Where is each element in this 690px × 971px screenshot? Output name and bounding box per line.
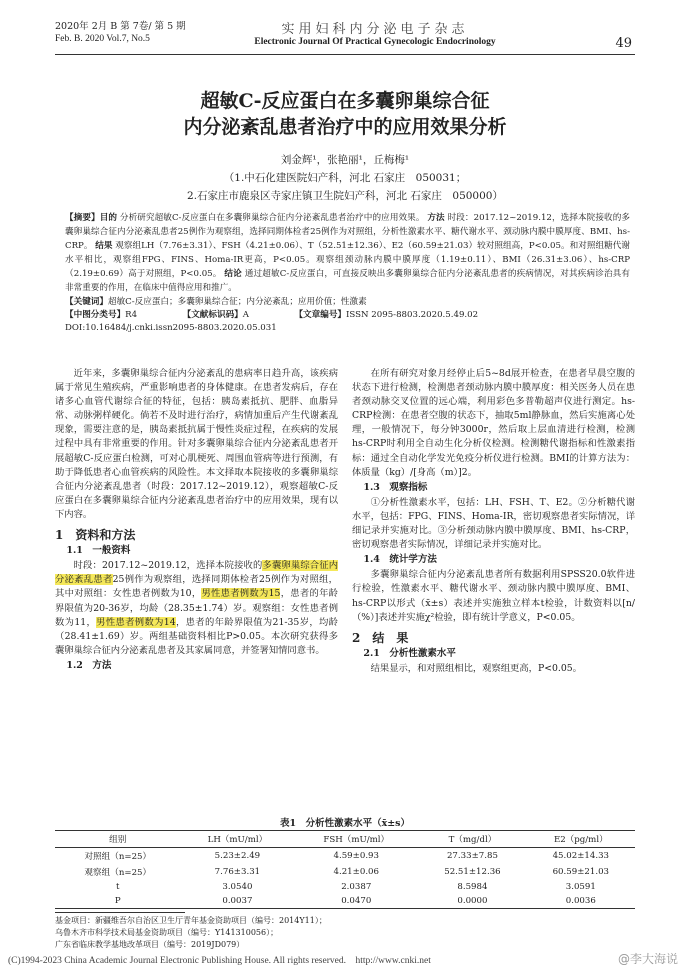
observation-paragraph: ①分析性激素水平，包括：LH、FSH、T、E2。②分析糖代谢水平，包括：FPG、FINS、Homa-IR，密切观察患者实际情况，详细记录并实施对比。③分析颈动脉内膜中膜厚度、BMI、hs-CRP，密切观察患者实际情况，详细记录并实施对比。 bbox=[352, 496, 635, 551]
table-row bbox=[55, 894, 635, 909]
table-header: LH（mU/ml） bbox=[181, 831, 295, 848]
table-header: T（mg/dl） bbox=[418, 831, 526, 848]
table-cell: 5.23±2.49 bbox=[214, 851, 261, 861]
keywords-text: 超敏C-反应蛋白；多囊卵巢综合征；内分泌紊乱；应用价值；性激素 bbox=[107, 297, 367, 307]
table-cell: 观察组（n=25） bbox=[84, 868, 152, 878]
table-cell: 52.51±12.36 bbox=[444, 867, 501, 877]
section-2-heading: 2 结 果 bbox=[352, 630, 409, 645]
table-cell: 45.02±14.33 bbox=[552, 851, 609, 861]
copyright-line: (C)1994-2023 China Academic Journal Electronic Publishing House. All rights reserved. http://www.cnki.net bbox=[8, 956, 431, 966]
clc-value: R4 bbox=[125, 310, 138, 320]
table-row bbox=[55, 864, 635, 880]
table-cell: t bbox=[116, 882, 120, 892]
issue-info bbox=[55, 20, 186, 46]
table-cell: 3.0591 bbox=[565, 882, 596, 892]
method-paragraph: 在所有研究对象月经停止后5~8d展开检查，在患者早晨空腹的状态下进行检测，检测患者颈动脉内膜中膜厚度：相关医务人员在患者颈动脉交叉位置的远心端，利用彩色多普勒超声仪进行测定。hs-CRP检测：在患者空腹的状态下，抽取5ml静脉血，然后实施离心处理，一般情况下，每分钟3000r，然后取上层血清进行检测，检测hs-CRP时利用全自动生化分析仪检测。检测糖代谢指标和性激素指标：通过全自动化学发光免疫分析仪进行检测。BMI的计算方法为：体质量（kg）/[身高（m）]2。 bbox=[352, 368, 635, 478]
intro-paragraph: 近年来，多囊卵巢综合征内分泌紊乱的患病率日趋升高，该疾病属于常见生殖疾病，严重影响患者的身体健康。在患者发病后，存在诸多心血管代谢综合征的特征，包括：胰岛素抵抗、肥胖、血脂异常、动脉粥样硬化。倘若不及时进行治疗，病情加重后产生代谢紊乱现象，需要注意的是，胰岛素抵抗属于慢性炎症过程，在疾病的发展过程中具有非常重要的作用。针对多囊卵巢综合征内分泌紊乱患者开展超敏C-反应蛋白检测，可对心肌梗死、周围血管病等进行预测，有助于降低患者心血管疾病的风险性。本文择取本院接收的多囊卵巢综合征内分泌紊乱患者（时段：2017.12~2019.12），观察超敏C-反应蛋白在多囊卵巢综合征内分泌紊乱患者治疗中的应用效果，现有以下内容。 bbox=[55, 368, 338, 520]
journal-name-cn: 实用妇科内分泌电子杂志 bbox=[281, 22, 469, 37]
header-rule bbox=[55, 54, 635, 55]
highlight-2: 男性患者例数为15 bbox=[201, 588, 281, 600]
keywords bbox=[65, 295, 630, 309]
abstract-method-label: 方法 bbox=[427, 213, 445, 223]
issue-en: Feb. B. 2020 Vol.7, No.5 bbox=[55, 34, 150, 44]
general-data-paragraph bbox=[55, 559, 338, 658]
right-column bbox=[352, 367, 635, 676]
table-cell: 3.0540 bbox=[222, 882, 253, 892]
keywords-label: 【关键词】 bbox=[65, 297, 108, 307]
table-cell: 0.0000 bbox=[418, 894, 526, 909]
text-span: 时段：2017.12~2019.12，选择本院接收的 bbox=[73, 560, 263, 572]
subsection-1-2-heading: 1.2 方法 bbox=[66, 659, 112, 671]
table-cell: 27.33±7.85 bbox=[446, 851, 498, 861]
text-span: ，患者的年龄界限值为21-35岁，均龄（28.41±1.69）岁。两组基础资料相比P>0.05。本次研究获得多囊卵巢综合征内分泌紊乱患者及其家属同意，并签署知情同意书。 bbox=[55, 616, 338, 656]
watermark: @李大海说 bbox=[617, 952, 678, 966]
table-cell: 4.59±0.93 bbox=[333, 851, 379, 861]
doc-code-value: A bbox=[242, 310, 249, 320]
abstract-conclusion: 通过超敏C-反应蛋白，可直接反映出多囊卵巢综合征内分泌紊乱患者的疾病情况，对其疾病诊治具有非常重要的作用，在临床中值得应用和推广。 bbox=[65, 269, 631, 293]
affiliation-1: （1.中石化建医院妇产科，河北 石家庄 050031； bbox=[223, 172, 467, 184]
footnotes bbox=[55, 915, 355, 951]
authors: 刘金辉¹，张艳丽¹，丘梅梅¹ bbox=[280, 154, 410, 166]
table-cell: 4.21±0.06 bbox=[333, 867, 379, 877]
clc-label: 【中图分类号】 bbox=[65, 310, 126, 320]
doi: DOI:10.16484/j.cnki.issn2095-8803.2020.05.031 bbox=[65, 323, 277, 333]
affiliation-2: 2.石家庄市鹿泉区寺家庄镇卫生院妇产科，河北 石家庄 050000） bbox=[187, 190, 503, 202]
abstract-result: 观察组LH（7.76±3.31）、FSH（4.21±0.06）、T（52.51±12.36）、E2（60.59±21.03）较对照组高，P<0.05。和对照组糖代谢水平相比，观察组FPG、FINS、Homa-IR更高，P<0.05。观察组颈动脉内膜中膜厚度（1.19±0.11）、BMI（26.31±3.06）、hs-CRP（2.19±0.69）高于对照组，P<0.05。 bbox=[65, 241, 630, 279]
title-line-1: 超敏C-反应蛋白在多囊卵巢综合征 bbox=[200, 90, 490, 112]
footnote: 基金项目：新疆维吾尔自治区卫生厅青年基金资助项目（编号：2014Y11）； bbox=[55, 916, 327, 925]
doc-code-label: 【文献标识码】 bbox=[182, 310, 243, 320]
table-cell: P bbox=[55, 894, 181, 909]
journal-header bbox=[225, 18, 525, 47]
subsection-2-1-heading: 2.1 分析性激素水平 bbox=[363, 647, 456, 659]
subsection-1-3-heading: 1.3 观察指标 bbox=[363, 481, 428, 493]
table-header: 组别 bbox=[55, 831, 181, 848]
abstract bbox=[65, 211, 630, 335]
abstract-objective-label: 目的 bbox=[99, 213, 118, 223]
table-caption: 表1 分析性激素水平（x̄±s） bbox=[279, 818, 411, 829]
classification-line bbox=[65, 309, 630, 322]
footnote: 乌鲁木齐市科学技术局基金资助项目（编号：Y141310056）； bbox=[55, 928, 279, 937]
results-paragraph: 结果显示，和对照组相比，观察组更高，P<0.05。 bbox=[370, 662, 582, 674]
table-header: FSH（mU/ml） bbox=[294, 831, 418, 848]
hormone-table bbox=[55, 830, 635, 909]
table-row bbox=[55, 848, 635, 865]
left-column bbox=[55, 367, 338, 674]
issue-cn: 2020年 2月 B 第 7卷/ 第 5 期 bbox=[55, 21, 186, 32]
paper-title bbox=[55, 88, 635, 140]
abstract-label: 【摘要】 bbox=[65, 213, 100, 223]
table-cell: 7.76±3.31 bbox=[214, 867, 261, 877]
abstract-result-label: 结果 bbox=[95, 241, 113, 251]
abstract-objective: 分析研究超敏C-反应蛋白在多囊卵巢综合征内分泌紊乱患者治疗中的应用效果。 bbox=[119, 213, 425, 223]
abstract-method: 时段：2017.12~2019.12，选择本院接收的多囊卵巢综合征内分泌紊乱患者25例作为观察组，选择同期体检者25例作为对照组，分析性激素水平、糖代谢水平、颈动脉内膜中膜厚度、BMI、hs-CRP。 bbox=[65, 213, 630, 251]
table-cell: 0.0470 bbox=[294, 894, 418, 909]
subsection-1-1-heading: 1.1 一般资料 bbox=[66, 545, 131, 557]
text-span: ，患者的年龄界限值为20-36岁，均龄（28.35±1.74）岁。观察组：女性患者例数为11， bbox=[55, 588, 338, 628]
highlight-1: 多囊卵巢综合征内分泌紊乱患者 bbox=[55, 560, 338, 586]
article-number-label: 【文章编号】 bbox=[294, 310, 347, 320]
title-line-2: 内分泌紊乱患者治疗中的应用效果分析 bbox=[183, 116, 507, 138]
table-row bbox=[55, 880, 635, 894]
statistics-paragraph: 多囊卵巢综合征内分泌紊乱患者所有数据利用SPSS20.0软件进行检验，性激素水平、糖代谢水平、颈动脉内膜中膜厚度、BMI、hs-CRP以形式（x̄±s）表述并实施独立样本t检验，计数资料以[n/（%）]表述并实施χ²检验，即有统计学意义，P<0.05。 bbox=[352, 569, 635, 623]
section-1-heading: 1 资料和方法 bbox=[55, 528, 136, 543]
table-header-row bbox=[55, 831, 635, 848]
footnote-rule bbox=[55, 912, 185, 913]
table-cell: 对照组（n=25） bbox=[84, 852, 152, 862]
subsection-1-4-heading: 1.4 统计学方法 bbox=[363, 554, 437, 566]
footnote: 广东省临床教学基地改革项目（编号：2019JD079） bbox=[55, 940, 245, 949]
table-cell: 0.0036 bbox=[527, 894, 635, 909]
table-cell: 2.0387 bbox=[341, 882, 372, 892]
highlight-3: 男性患者例数为14 bbox=[96, 616, 176, 628]
table-cell: 60.59±21.03 bbox=[552, 867, 609, 877]
abstract-conclusion-label: 结论 bbox=[224, 269, 242, 279]
table-cell: 0.0037 bbox=[181, 894, 295, 909]
table-cell: 8.5984 bbox=[457, 882, 488, 892]
journal-name-en: Electronic Journal Of Practical Gynecologic Endocrinology bbox=[254, 37, 496, 47]
table-header: E2（pg/ml） bbox=[527, 831, 635, 848]
article-number-value: ISSN 2095-8803.2020.5.49.02 bbox=[346, 310, 479, 320]
page-number: 49 bbox=[615, 36, 632, 51]
text-span: 25例作为观察组，选择同期体检者25例作为对照组，其中对照组：女性患者例数为10， bbox=[55, 574, 338, 600]
